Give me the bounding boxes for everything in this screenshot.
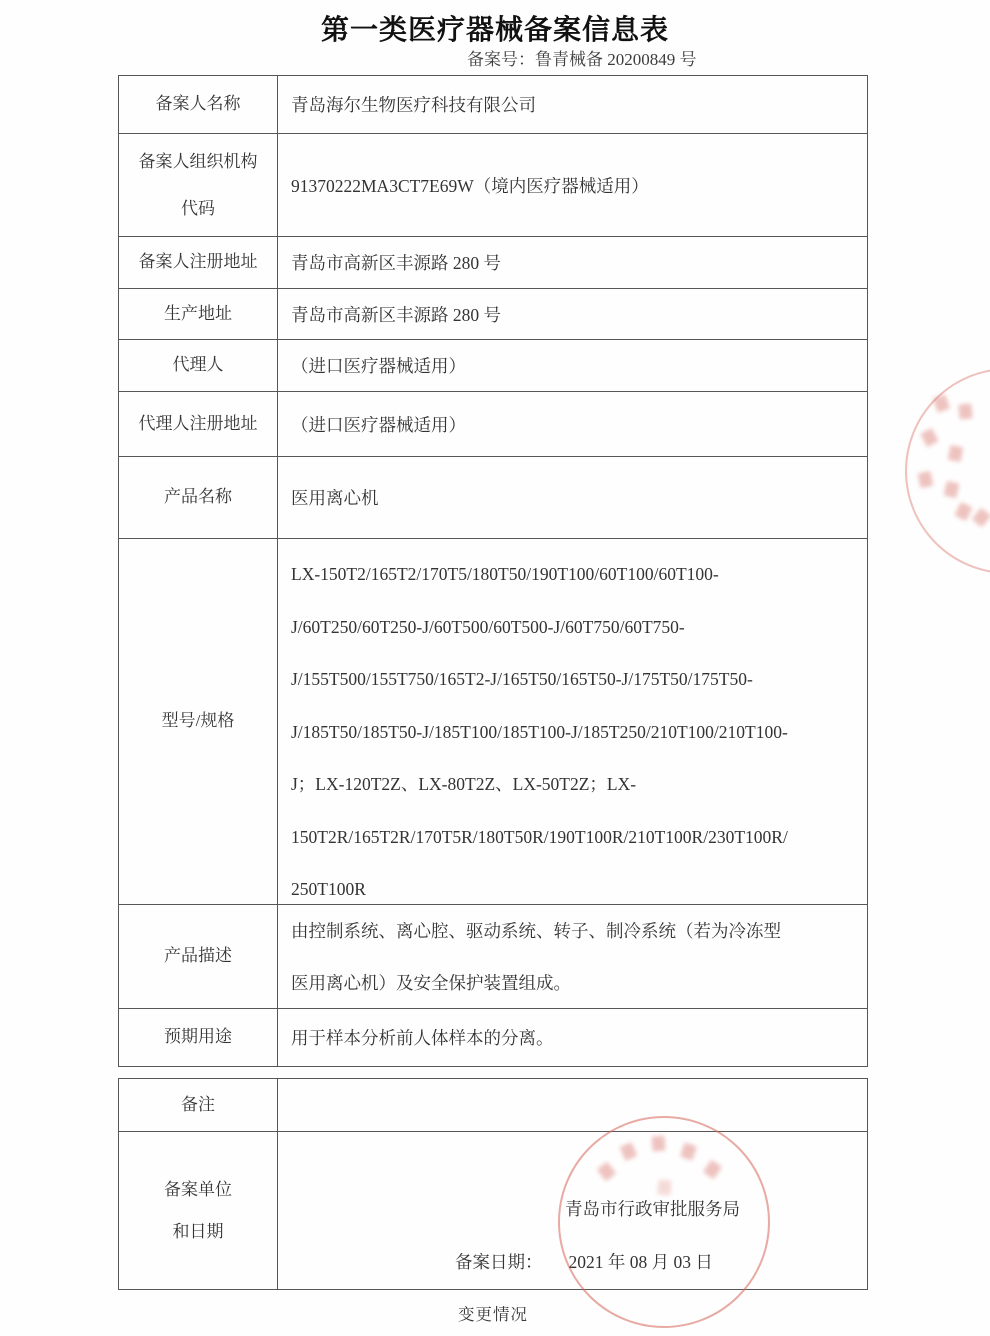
description-line: 由控制系统、离心腔、驱动系统、转子、制冷系统（若为冷冻型: [291, 920, 781, 941]
row-label: 备案人注册地址: [119, 237, 278, 288]
table-row: [119, 236, 867, 288]
seal-mark: [597, 1162, 616, 1182]
table-row: [119, 339, 867, 391]
table-row: [119, 76, 867, 133]
model-line: J；LX-120T2Z、LX-80T2Z、LX-50T2Z；LX-: [291, 774, 637, 794]
seal-mark: [918, 471, 934, 488]
seal-mark: [620, 1142, 638, 1161]
row-label-line: 和日期: [172, 1221, 224, 1241]
row-value: 医用离心机: [291, 488, 379, 508]
row-label: [119, 1132, 278, 1289]
table-row-models: [119, 538, 867, 904]
row-value: [278, 905, 867, 1008]
seal-mark: [703, 1160, 722, 1180]
change-status-heading: 变更情况: [458, 1305, 528, 1324]
row-label: 产品名称: [119, 457, 278, 538]
table-row: [119, 456, 867, 538]
row-label: 代理人注册地址: [119, 392, 278, 456]
row-value: 青岛海尔生物医疗科技有限公司: [291, 95, 536, 115]
model-line: J/155T500/155T750/165T2-J/165T50/165T50-J/175T50/175T50-: [291, 669, 753, 689]
seal-mark: [954, 502, 972, 521]
row-label: 预期用途: [119, 1009, 278, 1066]
table-row: [119, 1079, 867, 1131]
page-title: 第一类医疗器械备案信息表: [320, 14, 669, 45]
row-label-line: 备案单位: [164, 1179, 232, 1199]
model-line: 150T2R/165T2R/170T5R/180T50R/190T100R/210T100R/230T100R/: [291, 826, 788, 847]
row-value: （进口医疗器械适用）: [291, 414, 466, 435]
row-label-line: 备案人组织机构: [138, 152, 258, 171]
table-row: [119, 133, 867, 236]
filing-info-table: [118, 75, 868, 1067]
row-label: 型号/规格: [119, 539, 278, 904]
row-label: 备注: [119, 1079, 278, 1131]
filing-authority: 青岛市行政审批服务局: [565, 1199, 740, 1219]
official-approval-seal: [558, 1116, 770, 1328]
table-row: [119, 1008, 867, 1066]
table-row: [119, 288, 867, 339]
model-line: J/185T50/185T50-J/185T100/185T100-J/185T250/210T100/210T100-: [291, 721, 788, 742]
row-value: 青岛市高新区丰源路 280 号: [291, 253, 501, 273]
filing-date-value: 2021 年 08 月 03 日: [568, 1252, 713, 1272]
row-label: [119, 134, 278, 236]
row-value-model-list: [278, 539, 867, 904]
model-line: LX-150T2/165T2/170T5/180T50/190T100/60T100/60T100-: [291, 564, 719, 584]
model-line: J/60T250/60T250-J/60T500/60T500-J/60T750/60T750-: [291, 616, 685, 637]
row-value: 91370222MA3CT7E69W（境内医疗器械适用）: [291, 175, 649, 196]
row-value: 用于样本分析前人体样本的分离。: [291, 1028, 554, 1048]
seal-mark: [657, 1179, 671, 1195]
seal-mark: [943, 481, 959, 499]
model-line: 250T100R: [291, 879, 366, 899]
seal-mark: [651, 1136, 665, 1152]
seal-mark: [958, 403, 972, 419]
table-row: [119, 391, 867, 456]
description-line: 医用离心机）及安全保护装置组成。: [291, 972, 571, 993]
filing-date-label: 备案日期：: [455, 1252, 543, 1272]
seal-mark: [680, 1142, 697, 1160]
table-row: [119, 904, 867, 1008]
seal-mark: [920, 428, 939, 447]
row-value: （进口医疗器械适用）: [291, 356, 466, 376]
seal-mark: [972, 508, 990, 528]
seal-mark: [948, 445, 963, 462]
row-label: 生产地址: [119, 289, 278, 339]
row-label-line: 代码: [181, 199, 215, 218]
row-value: 青岛市高新区丰源路 280 号: [291, 304, 501, 325]
seal-mark: [933, 394, 950, 413]
row-label: 产品描述: [119, 905, 278, 1008]
row-label: 代理人: [119, 340, 278, 391]
row-value: [278, 1079, 867, 1131]
row-label: 备案人名称: [119, 76, 278, 133]
filing-number: 备案号：鲁青械备 20200849 号: [467, 50, 697, 69]
edge-partial-seal: [905, 368, 990, 574]
